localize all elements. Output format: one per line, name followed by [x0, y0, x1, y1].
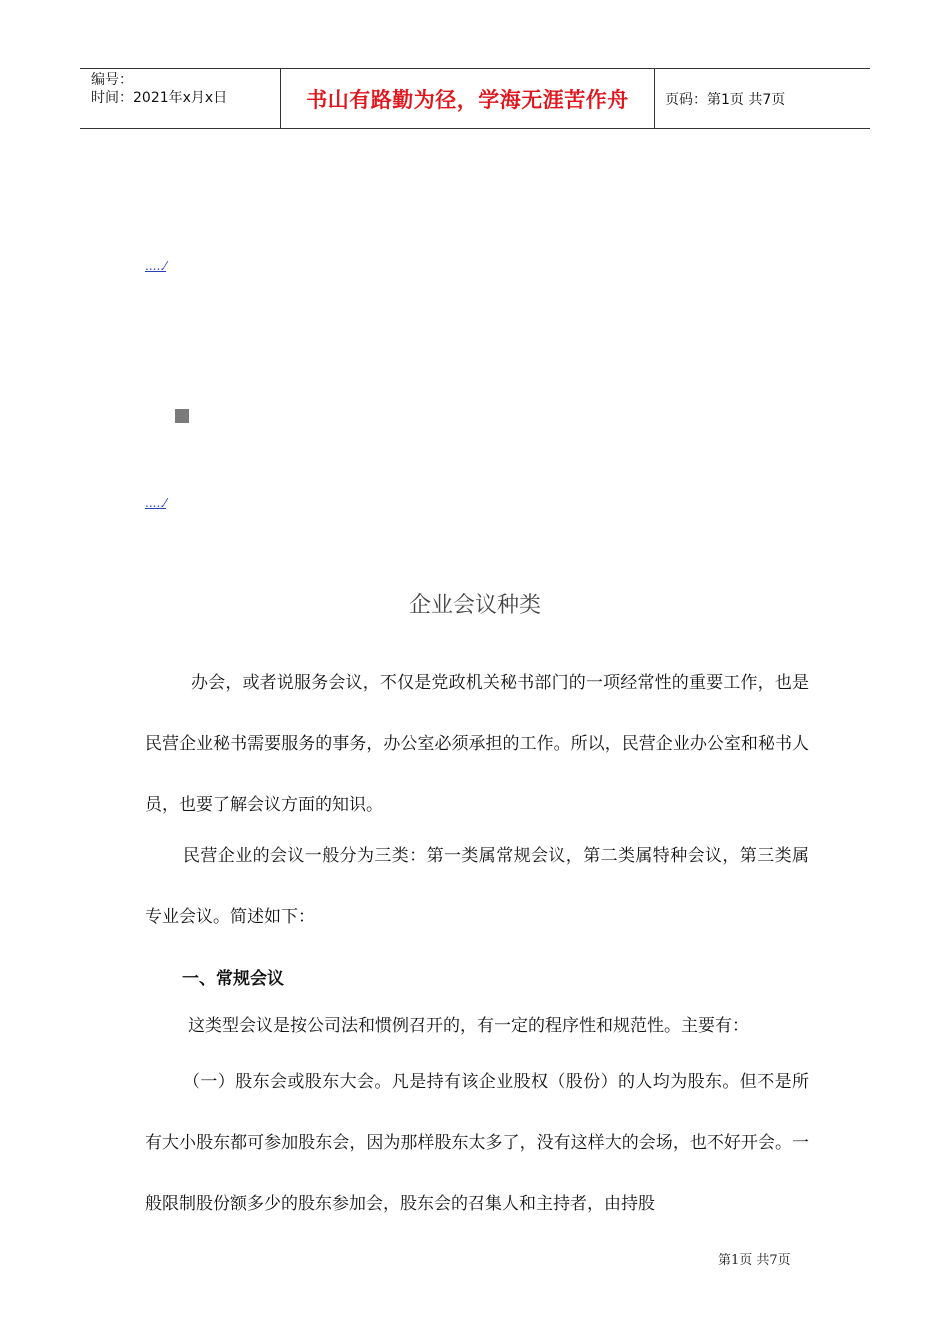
document-title: 企业会议种类: [408, 593, 541, 618]
page-footer: 第1页 共7页: [718, 1253, 791, 1268]
paragraph-1: 办会，或者说服务会议，不仅是党政机关秘书部门的一项经常性的重要工作，也是民营企业秘书需要服务的事务，办公室必须承担的工作。所以，民营企业办公室和秘书人员，也要了解会议方面的知识。: [145, 673, 809, 815]
header-motto: 书山有路勤为径，学海无涯苦作舟: [281, 69, 655, 128]
header-meta-cell: [80, 69, 281, 128]
header-page-info: 页码：第1页 共7页: [665, 91, 786, 108]
number-label: 编号：: [91, 72, 133, 88]
image-placeholder-icon: [175, 409, 189, 423]
link-2[interactable]: .....⁄: [145, 496, 167, 510]
section-intro: 这类型会议是按公司法和惯例召开的，有一定的程序性和规范性。主要有：: [188, 1016, 749, 1036]
section-heading: 一、常规会议: [182, 969, 284, 989]
link-1[interactable]: .....⁄: [145, 259, 167, 273]
time-label: 时间：2021年x月x日: [91, 90, 228, 106]
item-1-paragraph: （一）股东会或股东大会。凡是持有该企业股权（股份）的人均为股东。但不是所有大小股东都可参加股东会，因为那样股东太多了，没有这样大的会场，也不好开会。一般限制股份额多少的股东参加会，股东会的召集人和主持者，由持股: [145, 1072, 809, 1214]
document-header: [80, 68, 870, 129]
paragraph-2: 民营企业的会议一般分为三类：第一类属常规会议，第二类属特种会议，第三类属专业会议。简述如下：: [145, 846, 809, 927]
